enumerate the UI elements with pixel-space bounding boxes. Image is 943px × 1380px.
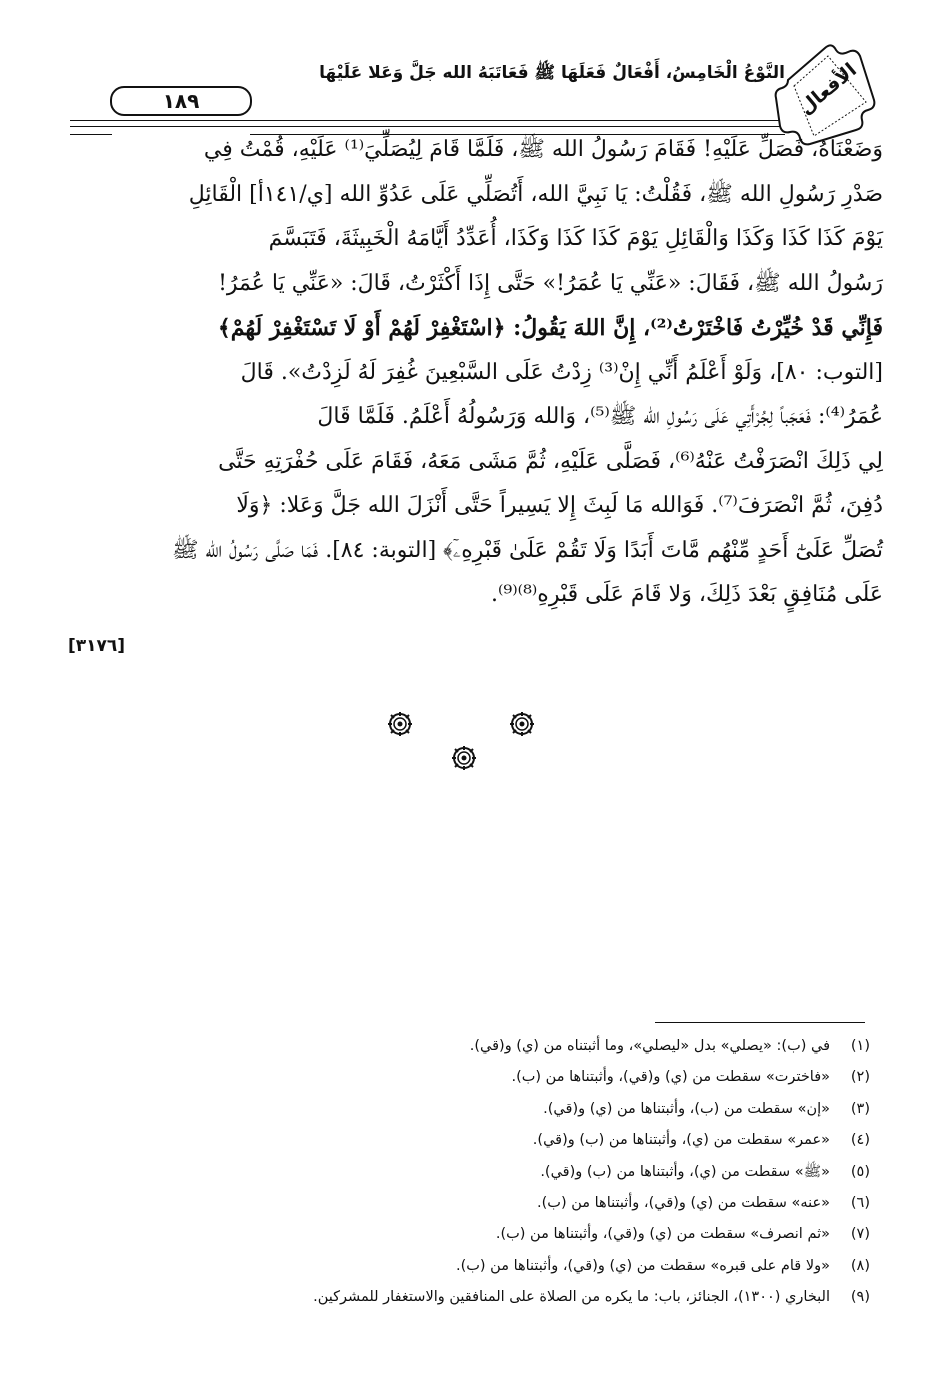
footnote-text: «ثم انصرف» سقطت من (ي) و(قي)، وأثبتناها من (ب). — [495, 1226, 830, 1243]
footnote-item — [100, 1062, 870, 1093]
flower-ornament-icon — [452, 746, 476, 770]
footnote-number: (٢) — [850, 1069, 870, 1086]
footnote-divider — [655, 1022, 865, 1023]
text-line: رَسُولُ الله ﷺ، فَقَالَ: «عَنِّي يَا عُمَرُ!» حَتَّى إِذَا أَكْثَرْتُ، قَالَ: «عَنِّي يَا عُمَرُ! — [218, 270, 883, 296]
flower-ornament-icon — [388, 712, 412, 736]
footnote-number: (٧) — [850, 1226, 870, 1243]
flower-ornament-icon — [510, 712, 534, 736]
footnote-item — [100, 1125, 870, 1156]
footnote-text: «ﷺ» سقطت من (ي)، وأثبتناها من (ب) و(قي). — [540, 1163, 830, 1180]
footnote-text: في (ب): «يصلي» بدل «ليصلي»، وما أثبتناه من (ي) و(قي). — [469, 1038, 830, 1054]
footnote-text: «ولا قام على قبره» سقطت من (ي) و(قي)، وأثبتناها من (ب). — [455, 1257, 830, 1274]
footnote-item — [100, 1157, 870, 1188]
badge-label: الأفعال — [795, 58, 861, 120]
footnote-text: «عمر» سقطت من (ي)، وأثبتناها من (ب) و(قي). — [532, 1132, 830, 1149]
text-line: فَإِنِّي قَدْ خُيِّرْتُ فَاخْتَرْتُ⁽²⁾، إِنَّ اللهَ يَقُولُ: ﴿اسْتَغْفِرْ لَهُمْ أَوْ لَا تَسْتَغْفِرْ لَهُمْ﴾ — [217, 315, 883, 341]
text-line: تُصَلِّ عَلَىٰٓ أَحَدٍ مِّنْهُم مَّاتَ أَبَدًا وَلَا تَقُمْ عَلَىٰ قَبْرِهِۦٓ﴾ [التوبة: ٨٤]. فَمَا صَلَّى رَسُولُ الله ﷺ — [171, 537, 883, 563]
text-line: [التوب: ٨٠]، وَلَوْ أَعْلَمُ أَنِّي إِنْ⁽³⁾ زِدْتُ عَلَى السَّبْعِينَ غُفِرَ لَهُ لَزِدْتُ». قَالَ — [240, 359, 883, 385]
hadith-reference: [٣١٧٦] — [68, 636, 126, 656]
main-text — [68, 128, 883, 618]
footnote-number: (٨) — [850, 1257, 870, 1274]
footnote-number: (٩) — [850, 1289, 870, 1306]
footnote-text: البخاري (١٣٠٠)، الجنائز، باب: ما يكره من الصلاة على المنافقين والاستغفار للمشركين. — [313, 1289, 830, 1306]
header-rule — [70, 126, 785, 127]
text-line: دُفِنَ، ثُمَّ انْصَرَفَ⁽⁷⁾. فَوَالله مَا لَبِثَ إِلا يَسِيراً حَتَّى أَنْزَلَ الله جَلَّ وَعَلا: ﴿وَلَا — [236, 493, 883, 518]
footnote-text: «إن» سقطت من (ب)، وأثبتناها من (ي) و(قي). — [543, 1100, 830, 1117]
footnote-item — [100, 1188, 870, 1219]
text-line: يَوْمَ كَذَا كَذَا وَكَذَا وَالْقَائِلِ يَوْمَ كَذَا كَذَا وَكَذَا، أُعَدِّدُ أَيَّامَهُ الْخَبِيثَةَ، فَتَبَسَّمَ — [268, 226, 883, 251]
page-header — [60, 40, 880, 120]
text-line: لِي ذَلِكَ انْصَرَفْتُ عَنْهُ⁽⁶⁾، فَصَلَّى عَلَيْهِ، ثُمَّ مَشَى مَعَهُ، فَقَامَ عَلَى حُفْرَتِهِ حَتَّى — [218, 448, 883, 474]
footnote-item — [100, 1251, 870, 1282]
footnote-item — [100, 1094, 870, 1125]
section-ornaments — [380, 712, 560, 782]
text-line: صَدْرِ رَسُولِ الله ﷺ، فَقُلْتُ: يَا نَبِيَّ الله، أَتُصَلِّي عَلَى عَدُوِّ الله [ي/١٤١أ] الْقَائِلِ — [188, 181, 883, 207]
footnote-number: (١) — [850, 1038, 870, 1054]
footnotes-list — [100, 1031, 870, 1314]
text-line: وَضَعْنَاهُ، فَصَلِّ عَلَيْهِ! فَقَامَ رَسُولُ الله ﷺ، فَلَمَّا قَامَ لِيُصَلِّيَ⁽¹⁾ عَلَيْهِ، قُمْتُ فِي — [203, 137, 883, 162]
footnote-item — [100, 1282, 870, 1313]
footnote-number: (٥) — [850, 1163, 870, 1180]
running-header-title: النَّوْعُ الْخَامِسُ، أَفْعَالٌ فَعَلَهَا ﷺ فَعَاتَبَهُ الله جَلَّ وَعَلا عَلَيْهَا — [319, 63, 785, 83]
footnote-number: (٦) — [850, 1195, 870, 1212]
footnote-number: (٤) — [850, 1132, 870, 1149]
footnote-item — [100, 1219, 870, 1250]
text-line: عَلَى مُنَافِقٍ بَعْدَ ذَلِكَ، وَلا قَامَ عَلَى قَبْرِهِ⁽⁸⁾⁽⁹⁾. — [491, 582, 883, 607]
footnote-text: «فاخترت» سقطت من (ي) و(قي)، وأثبتناها من (ب). — [511, 1069, 830, 1086]
page-number: ١٨٩ — [110, 86, 252, 116]
footnote-number: (٣) — [850, 1100, 870, 1117]
text-line: عُمَرُ⁽⁴⁾: فَعَجَباً لِجُرْأَتِي عَلَى رَسُولِ الله ﷺ⁽⁵⁾، وَالله وَرَسُولُهُ أَعْلَمُ. فَلَمَّا قَالَ — [317, 404, 883, 429]
footnote-item — [100, 1031, 870, 1062]
header-rule — [70, 120, 785, 121]
footnote-text: «عنه» سقطت من (ي) و(قي)، وأثبتناها من (ب). — [537, 1195, 830, 1212]
